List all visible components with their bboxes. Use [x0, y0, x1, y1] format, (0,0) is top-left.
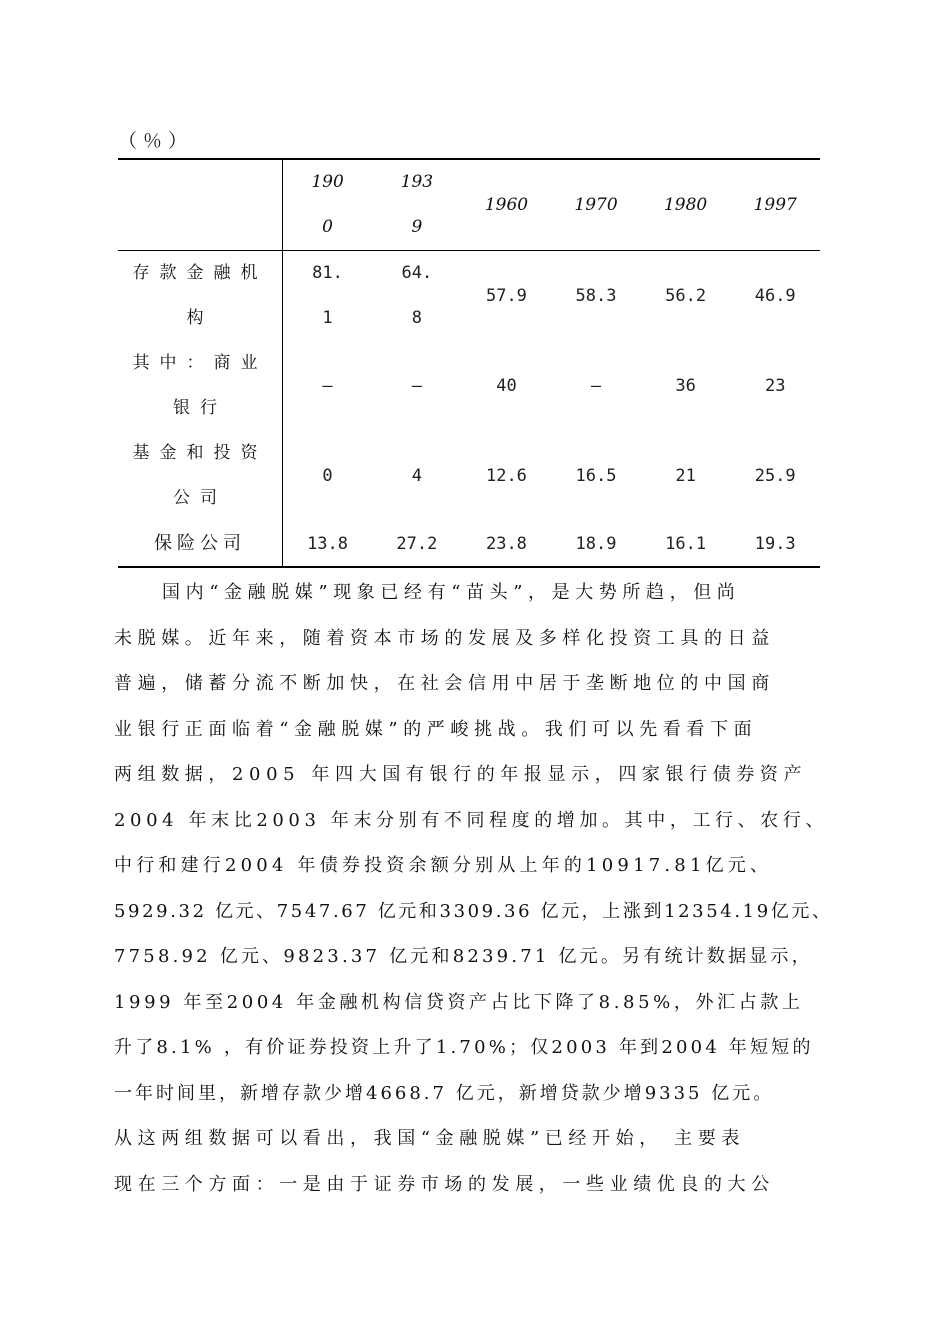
paragraph-line: 7758.92 亿元、9823.37 亿元和8239.71 亿元。另有统计数据显示，	[114, 946, 813, 967]
year-part: 0	[322, 217, 333, 237]
year-part: 193	[400, 172, 434, 192]
table-row	[118, 341, 820, 431]
unit-label: （％）	[118, 130, 194, 152]
row-label: 保险公司	[118, 521, 283, 567]
row-label-line: 其中：商业	[132, 353, 268, 373]
table-cell: 19.3	[754, 533, 796, 554]
row-label-line: 存款金融机	[132, 263, 268, 283]
paragraph-line: 5929.32 亿元、7547.67 亿元和3309.36 亿元，上涨到12354.19亿元、	[114, 900, 833, 922]
year-part: 9	[411, 217, 423, 237]
year-header	[283, 159, 373, 251]
cell-part: 1	[322, 308, 333, 328]
table-cell: —	[590, 376, 602, 396]
table-cell: 16.5	[575, 466, 617, 486]
row-label-line: 公司	[173, 488, 227, 508]
header-corner	[118, 159, 283, 251]
table-cell: 57.9	[485, 286, 527, 306]
year-header: 1997	[730, 159, 820, 251]
table-cell: 0	[322, 466, 333, 486]
table-cell: —	[322, 376, 333, 396]
table-cell: 46.9	[754, 286, 796, 306]
paragraph-line: 中行和建行2004 年债券投资余额分别从上年的10917.81亿元、	[114, 855, 773, 876]
paragraph-line: 一年时间里，新增存款少增4668.7 亿元，新增贷款少增9335 亿元。	[114, 1082, 775, 1104]
paragraph-line: 升了8.1% ，有价证券投资上升了1.70%；仅2003 年到2004 年短短的	[114, 1037, 814, 1058]
table-cell: 56.2	[665, 286, 707, 306]
table-cell: 40	[496, 376, 517, 396]
table-cell: —	[411, 376, 422, 396]
row-label	[118, 341, 283, 431]
paragraph-line: 未脱媒。近年来，随着资本市场的发展及多样化投资工具的日益	[114, 627, 775, 649]
table-cell: 21	[675, 466, 696, 486]
table-row	[118, 521, 820, 567]
paragraph-line: 1999 年至2004 年金融机构信贷资产占比下降了8.85%，外汇占款上	[114, 991, 804, 1013]
year-header: 1980	[641, 159, 731, 251]
table-cell: 23.8	[485, 533, 527, 554]
paragraph-line: 2004 年末比2003 年末分别有不同程度的增加。其中，工行、农行、	[114, 809, 829, 831]
paragraph-line: 现在三个方面：一是由于证券市场的发展，一些业绩优良的大公	[114, 1173, 775, 1195]
table-row	[118, 251, 820, 342]
row-label	[118, 431, 283, 521]
paragraph-line: 普遍，储蓄分流不断加快，在社会信用中居于垄断地位的中国商	[114, 673, 775, 694]
table-cell	[283, 251, 373, 342]
paragraph-line: 业银行正面临着“金融脱媒”的严峻挑战。我们可以先看看下面	[114, 718, 758, 740]
row-label-line: 构	[186, 308, 214, 328]
table-header-row	[118, 159, 820, 251]
paragraph-line: 国内“金融脱媒”现象已经有“苗头”，是大势所趋，但尚	[162, 582, 741, 603]
table-cell: 58.3	[575, 286, 617, 306]
table-cell: 23	[764, 376, 786, 396]
year-part: 190	[311, 172, 344, 192]
table-cell: 18.9	[575, 533, 617, 554]
body-paragraph	[114, 570, 854, 1207]
data-table	[118, 158, 820, 568]
row-label	[118, 251, 283, 342]
paragraph-line: 从这两组数据可以看出，我国“金融脱媒”已经开始， 主要表	[114, 1128, 745, 1149]
table-row	[118, 431, 820, 521]
cell-part: 81.	[312, 263, 343, 283]
year-header: 1970	[551, 159, 641, 251]
row-label-line: 基金和投资	[132, 443, 268, 463]
table-cell: 12.6	[485, 466, 527, 486]
year-header: 1960	[462, 159, 552, 251]
cell-part: 8	[411, 308, 422, 328]
paragraph-line: 两组数据，2005 年四大国有银行的年报显示，四家银行债券资产	[114, 764, 808, 785]
table-cell: 13.8	[307, 533, 349, 554]
table-cell: 16.1	[665, 533, 707, 554]
table-cell: 4	[411, 466, 422, 486]
table-cell: 27.2	[396, 533, 438, 554]
row-label-line: 银行	[173, 398, 227, 418]
year-header	[372, 159, 462, 251]
table-cell	[372, 251, 462, 342]
cell-part: 64.	[401, 263, 433, 283]
table-cell: 25.9	[754, 466, 796, 486]
table-cell: 36	[675, 376, 696, 396]
